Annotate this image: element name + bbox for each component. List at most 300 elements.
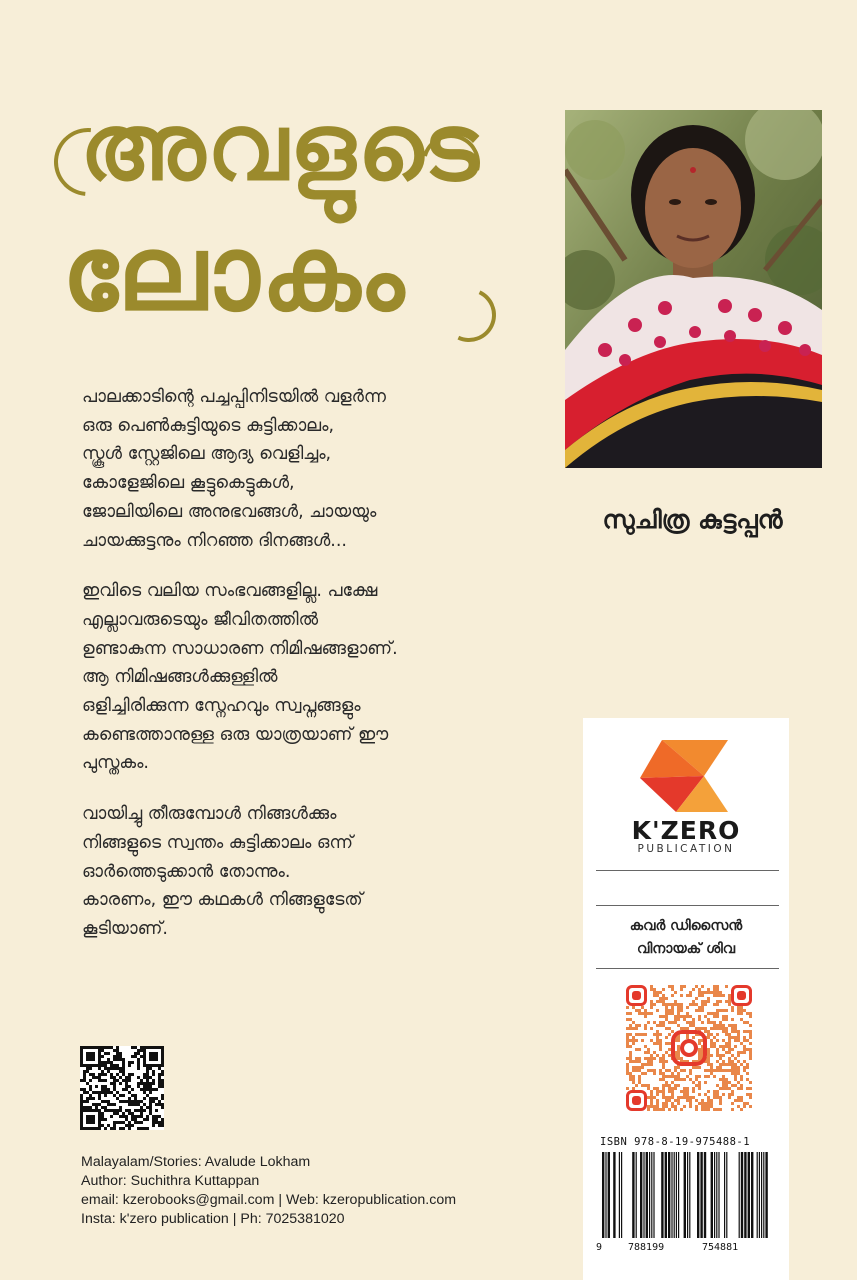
qr-module: [692, 1066, 695, 1069]
qr-module: [719, 1108, 722, 1111]
qr-module: [155, 1115, 158, 1118]
barcode-bar: [741, 1152, 743, 1238]
qr-module: [665, 1042, 668, 1045]
qr-module: [107, 1067, 110, 1070]
barcode-bar: [739, 1152, 740, 1238]
qr-module: [650, 988, 653, 991]
qr-module: [662, 1093, 665, 1096]
qr-module: [629, 1078, 632, 1081]
qr-module: [632, 1036, 635, 1039]
qr-module: [731, 1054, 734, 1057]
qr-module: [737, 1033, 740, 1036]
qr-module: [683, 985, 686, 988]
qr-module: [638, 1033, 641, 1036]
barcode-bar: [744, 1152, 746, 1238]
qr-module: [143, 1088, 146, 1091]
qr-module: [707, 988, 710, 991]
qr-module: [635, 1066, 638, 1069]
qr-module: [704, 1075, 707, 1078]
qr-module: [734, 1039, 737, 1042]
website-qr-code[interactable]: [80, 1046, 164, 1130]
qr-module: [137, 1061, 140, 1064]
qr-module: [635, 1069, 638, 1072]
qr-module: [140, 1106, 143, 1109]
qr-module: [635, 1033, 638, 1036]
qr-module: [677, 1057, 680, 1060]
barcode-bar: [605, 1152, 606, 1238]
qr-module: [647, 1012, 650, 1015]
qr-module: [680, 1057, 683, 1060]
qr-module: [737, 1060, 740, 1063]
qr-module: [104, 1079, 107, 1082]
qr-module: [707, 997, 710, 1000]
qr-module: [716, 1000, 719, 1003]
qr-module: [734, 1069, 737, 1072]
qr-module: [668, 1087, 671, 1090]
qr-module: [137, 1067, 140, 1070]
qr-module: [80, 1088, 83, 1091]
qr-module: [146, 1070, 149, 1073]
qr-module: [161, 1082, 164, 1085]
qr-module: [98, 1073, 101, 1076]
qr-module: [674, 1018, 677, 1021]
qr-module: [725, 1045, 728, 1048]
qr-module: [80, 1100, 83, 1103]
qr-module: [719, 1024, 722, 1027]
qr-module: [155, 1097, 158, 1100]
qr-module: [92, 1103, 95, 1106]
qr-module: [725, 1030, 728, 1033]
qr-module: [158, 1103, 161, 1106]
qr-module: [749, 1042, 752, 1045]
qr-module: [734, 1057, 737, 1060]
qr-module: [116, 1073, 119, 1076]
qr-module: [707, 1096, 710, 1099]
qr-module: [701, 1021, 704, 1024]
qr-module: [704, 1027, 707, 1030]
qr-module: [638, 1048, 641, 1051]
qr-module: [635, 1084, 638, 1087]
qr-module: [644, 1033, 647, 1036]
qr-module: [119, 1076, 122, 1079]
qr-module: [692, 1024, 695, 1027]
qr-module: [662, 1090, 665, 1093]
qr-module: [701, 985, 704, 988]
qr-module: [683, 1090, 686, 1093]
qr-module: [128, 1124, 131, 1127]
qr-module: [104, 1091, 107, 1094]
qr-module: [152, 1115, 155, 1118]
qr-module: [704, 1105, 707, 1108]
qr-module: [143, 1091, 146, 1094]
qr-module: [662, 1075, 665, 1078]
qr-module: [680, 1009, 683, 1012]
qr-module: [674, 1075, 677, 1078]
qr-module: [734, 1099, 737, 1102]
qr-module: [134, 1118, 137, 1121]
qr-module: [107, 1124, 110, 1127]
qr-module: [638, 1060, 641, 1063]
qr-module: [152, 1079, 155, 1082]
qr-module: [662, 1057, 665, 1060]
qr-module: [647, 1069, 650, 1072]
qr-module: [743, 1030, 746, 1033]
qr-module: [83, 1091, 86, 1094]
qr-module: [149, 1067, 152, 1070]
qr-module: [101, 1049, 104, 1052]
qr-module: [155, 1088, 158, 1091]
qr-module: [740, 1009, 743, 1012]
qr-module: [104, 1073, 107, 1076]
barcode-bar: [613, 1152, 615, 1238]
qr-module: [116, 1079, 119, 1082]
qr-module: [98, 1094, 101, 1097]
qr-module: [641, 1066, 644, 1069]
qr-module: [107, 1061, 110, 1064]
barcode-bar: [761, 1152, 762, 1238]
qr-module: [668, 1096, 671, 1099]
qr-module: [698, 1006, 701, 1009]
qr-module: [152, 1070, 155, 1073]
qr-module: [137, 1085, 140, 1088]
qr-module: [125, 1082, 128, 1085]
qr-module: [146, 1073, 149, 1076]
qr-module: [662, 1063, 665, 1066]
qr-module: [83, 1076, 86, 1079]
author-photo: [565, 110, 822, 468]
divider: [596, 905, 779, 906]
colophon-social: Insta: k'zero publication | Ph: 7025381020: [81, 1211, 345, 1227]
qr-module: [626, 1066, 629, 1069]
qr-module: [92, 1097, 95, 1100]
qr-module: [710, 1072, 713, 1075]
qr-module: [125, 1124, 128, 1127]
author-name: സുചിത്ര കുട്ടപ്പൻ: [602, 505, 783, 534]
qr-module: [668, 1042, 671, 1045]
qr-module: [674, 1015, 677, 1018]
qr-module: [650, 1096, 653, 1099]
qr-module: [731, 1093, 734, 1096]
qr-module: [743, 1036, 746, 1039]
qr-module: [653, 1087, 656, 1090]
qr-module: [140, 1109, 143, 1112]
qr-module: [128, 1076, 131, 1079]
qr-module: [653, 994, 656, 997]
qr-module: [83, 1070, 86, 1073]
qr-module: [626, 1036, 629, 1039]
qr-module: [632, 1075, 635, 1078]
qr-module: [653, 991, 656, 994]
qr-module: [80, 1103, 83, 1106]
qr-module: [719, 1099, 722, 1102]
qr-module: [131, 1112, 134, 1115]
qr-module: [695, 1075, 698, 1078]
qr-module: [740, 1108, 743, 1111]
qr-module: [131, 1094, 134, 1097]
qr-module: [698, 1009, 701, 1012]
qr-module: [698, 1015, 701, 1018]
qr-module: [665, 1003, 668, 1006]
qr-module: [653, 1057, 656, 1060]
qr-module: [722, 1027, 725, 1030]
qr-module: [104, 1067, 107, 1070]
qr-module: [701, 1027, 704, 1030]
qr-module: [158, 1115, 161, 1118]
qr-module: [689, 1003, 692, 1006]
qr-module: [86, 1091, 89, 1094]
qr-module: [677, 1018, 680, 1021]
qr-module: [656, 1087, 659, 1090]
qr-module: [716, 1051, 719, 1054]
qr-module: [104, 1085, 107, 1088]
qr-module: [716, 1009, 719, 1012]
blurb-line: കൂടിയാണ്.: [82, 918, 168, 939]
qr-module: [128, 1085, 131, 1088]
qr-module: [749, 1081, 752, 1084]
qr-module: [704, 1003, 707, 1006]
qr-module: [638, 1081, 641, 1084]
qr-module: [644, 1027, 647, 1030]
qr-module: [650, 1012, 653, 1015]
qr-module: [155, 1109, 158, 1112]
barcode-bar: [651, 1152, 652, 1238]
qr-module: [716, 1069, 719, 1072]
qr-module: [650, 1093, 653, 1096]
qr-module: [659, 1000, 662, 1003]
qr-module: [149, 1109, 152, 1112]
qr-module: [635, 1039, 638, 1042]
colophon-genre: Malayalam/Stories: Avalude Lokham: [81, 1154, 311, 1170]
qr-module: [674, 991, 677, 994]
qr-module: [680, 1078, 683, 1081]
qr-module: [731, 1009, 734, 1012]
qr-module: [626, 1072, 629, 1075]
qr-module: [107, 1100, 110, 1103]
qr-module: [656, 994, 659, 997]
qr-module: [650, 1054, 653, 1057]
qr-module: [83, 1088, 86, 1091]
qr-module: [113, 1064, 116, 1067]
qr-module: [161, 1121, 164, 1124]
qr-module: [125, 1118, 128, 1121]
qr-module: [677, 1075, 680, 1078]
qr-module: [728, 1087, 731, 1090]
qr-module: [650, 1027, 653, 1030]
qr-module: [722, 1078, 725, 1081]
qr-module: [647, 1060, 650, 1063]
qr-module: [746, 1087, 749, 1090]
qr-module: [743, 1069, 746, 1072]
qr-module: [749, 1057, 752, 1060]
qr-module: [122, 1067, 125, 1070]
qr-module: [644, 1084, 647, 1087]
qr-module: [644, 1051, 647, 1054]
qr-module: [104, 1094, 107, 1097]
qr-module: [677, 1084, 680, 1087]
qr-module: [728, 1024, 731, 1027]
qr-module: [107, 1046, 110, 1049]
qr-module: [674, 1069, 677, 1072]
qr-module: [80, 1097, 83, 1100]
qr-module: [695, 1105, 698, 1108]
qr-module: [710, 1021, 713, 1024]
qr-module: [149, 1085, 152, 1088]
barcode-bar: [646, 1152, 648, 1238]
qr-module: [125, 1115, 128, 1118]
qr-module: [161, 1106, 164, 1109]
qr-module: [152, 1100, 155, 1103]
qr-module: [668, 1090, 671, 1093]
qr-module: [680, 1027, 683, 1030]
qr-module: [665, 1084, 668, 1087]
qr-module: [680, 988, 683, 991]
colophon: [81, 1153, 551, 1229]
qr-module: [143, 1097, 146, 1100]
qr-finder-center: [737, 991, 746, 1000]
qr-module: [662, 1003, 665, 1006]
qr-module: [662, 988, 665, 991]
qr-module: [698, 994, 701, 997]
qr-module: [719, 1054, 722, 1057]
qr-module: [713, 994, 716, 997]
qr-module: [665, 1099, 668, 1102]
qr-module: [113, 1121, 116, 1124]
qr-module: [113, 1094, 116, 1097]
qr-module: [116, 1046, 119, 1049]
qr-module: [665, 1012, 668, 1015]
qr-module: [713, 1069, 716, 1072]
qr-module: [695, 1027, 698, 1030]
qr-module: [632, 1087, 635, 1090]
qr-module: [722, 1075, 725, 1078]
qr-module: [704, 1093, 707, 1096]
qr-module: [140, 1088, 143, 1091]
qr-module: [128, 1064, 131, 1067]
qr-module: [152, 1073, 155, 1076]
qr-module: [683, 1018, 686, 1021]
qr-module: [629, 1075, 632, 1078]
qr-module: [665, 1009, 668, 1012]
qr-module: [125, 1088, 128, 1091]
qr-module: [710, 1042, 713, 1045]
qr-module: [746, 1072, 749, 1075]
qr-module: [98, 1067, 101, 1070]
qr-module: [110, 1067, 113, 1070]
qr-module: [626, 1012, 629, 1015]
qr-module: [650, 1003, 653, 1006]
instagram-qr-code[interactable]: [626, 985, 752, 1111]
qr-module: [722, 994, 725, 997]
qr-module: [155, 1118, 158, 1121]
qr-module: [149, 1106, 152, 1109]
qr-module: [149, 1088, 152, 1091]
qr-module: [149, 1091, 152, 1094]
qr-module: [677, 1099, 680, 1102]
qr-module: [665, 1075, 668, 1078]
qr-module: [137, 1100, 140, 1103]
qr-module: [116, 1091, 119, 1094]
qr-module: [686, 1036, 689, 1039]
qr-module: [749, 1048, 752, 1051]
qr-module: [749, 1012, 752, 1015]
qr-module: [656, 1039, 659, 1042]
qr-module: [746, 1078, 749, 1081]
qr-module: [692, 1018, 695, 1021]
qr-module: [710, 1012, 713, 1015]
qr-module: [677, 1006, 680, 1009]
qr-module: [119, 1058, 122, 1061]
qr-module: [713, 1021, 716, 1024]
qr-module: [122, 1127, 125, 1130]
qr-module: [665, 1105, 668, 1108]
qr-module: [140, 1082, 143, 1085]
qr-module: [722, 1063, 725, 1066]
qr-module: [641, 1033, 644, 1036]
blurb-paragraph-2: [82, 577, 562, 778]
qr-module: [710, 1102, 713, 1105]
qr-module: [650, 1006, 653, 1009]
colophon-author: Author: Suchithra Kuttappan: [81, 1173, 260, 1189]
qr-module: [146, 1079, 149, 1082]
qr-module: [680, 1090, 683, 1093]
qr-module: [746, 1030, 749, 1033]
qr-module: [689, 1105, 692, 1108]
isbn-barcode: [600, 1152, 772, 1240]
qr-module: [671, 1006, 674, 1009]
qr-module: [638, 1012, 641, 1015]
qr-module: [89, 1067, 92, 1070]
qr-module: [107, 1058, 110, 1061]
qr-module: [674, 1003, 677, 1006]
qr-module: [662, 1021, 665, 1024]
qr-module: [128, 1109, 131, 1112]
qr-module: [137, 1115, 140, 1118]
qr-module: [665, 997, 668, 1000]
qr-module: [707, 1063, 710, 1066]
qr-module: [89, 1088, 92, 1091]
qr-module: [704, 991, 707, 994]
qr-module: [656, 1030, 659, 1033]
qr-module: [743, 1102, 746, 1105]
qr-module: [671, 1009, 674, 1012]
qr-module: [122, 1058, 125, 1061]
qr-module: [656, 1102, 659, 1105]
qr-finder-center: [86, 1052, 95, 1061]
qr-module: [122, 1088, 125, 1091]
qr-module: [131, 1073, 134, 1076]
qr-module: [749, 1087, 752, 1090]
qr-module: [680, 1069, 683, 1072]
qr-module: [131, 1046, 134, 1049]
qr-module: [740, 1012, 743, 1015]
publisher-brand: K'ZERO: [631, 816, 741, 845]
qr-module: [101, 1112, 104, 1115]
qr-module: [158, 1073, 161, 1076]
qr-module: [698, 991, 701, 994]
isbn-text: ISBN 978-8-19-975488-1: [600, 1136, 751, 1148]
qr-module: [728, 1069, 731, 1072]
qr-module: [143, 1118, 146, 1121]
qr-module: [629, 1060, 632, 1063]
qr-module: [686, 1096, 689, 1099]
qr-module: [728, 1093, 731, 1096]
qr-module: [128, 1121, 131, 1124]
qr-module: [689, 1015, 692, 1018]
qr-module: [104, 1109, 107, 1112]
qr-module: [143, 1103, 146, 1106]
qr-module: [83, 1100, 86, 1103]
qr-module: [692, 1021, 695, 1024]
